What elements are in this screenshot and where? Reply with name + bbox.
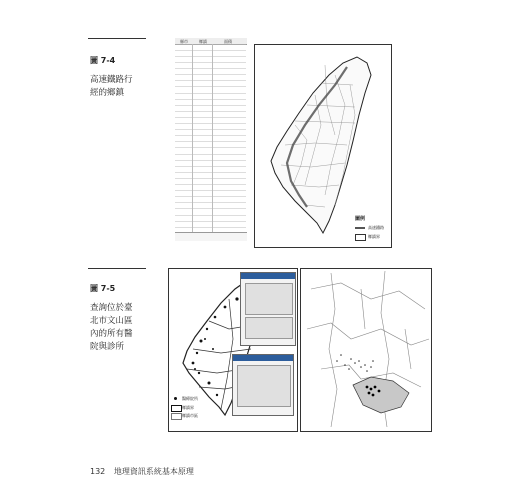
table-col-divider — [192, 44, 193, 232]
page-footer — [90, 466, 194, 477]
caption-line: 內的所有醫 — [90, 329, 133, 339]
figure-7-5-title: 圖 7-5 — [90, 284, 116, 293]
table-rows — [175, 44, 246, 232]
dialog-content — [237, 365, 291, 407]
district-legend-swatch — [171, 413, 182, 420]
legend-item-township: 鄉鎮界 — [368, 234, 380, 239]
figure-7-5-wenshan-map — [300, 268, 432, 432]
hsr-legend-swatch — [355, 227, 365, 229]
legend-item-clinic: 醫療院所 — [182, 396, 198, 401]
page-number: 132 — [90, 467, 106, 476]
dialog-titlebar — [241, 273, 295, 279]
figure-7-5-rule — [88, 268, 146, 269]
wenshan-district — [353, 377, 409, 413]
legend-item-township: 鄉鎮界 — [182, 405, 194, 410]
table-toolbar — [175, 232, 247, 241]
figure-7-4-rule — [88, 38, 146, 39]
figure-7-4-caption — [90, 74, 150, 100]
township-legend-swatch — [355, 234, 366, 241]
caption-line: 院與診所 — [90, 342, 125, 352]
figure-7-5-caption — [90, 302, 150, 354]
caption-line: 經的鄉鎮 — [90, 88, 125, 98]
legend-item-hsr: 高速鐵路 — [368, 225, 384, 230]
clinic-legend-swatch — [174, 397, 177, 400]
dialog-list — [245, 283, 293, 315]
figure-7-4-title: 圖 7-4 — [90, 56, 116, 65]
dialog-titlebar — [233, 355, 293, 361]
table-col-divider — [212, 44, 213, 232]
query-result-dialog — [232, 354, 294, 416]
legend-item-district: 鄉鎮市區 — [182, 413, 198, 418]
book-title: 地理資訊系統基本原理 — [113, 467, 194, 476]
caption-line: 查詢位於臺 — [90, 303, 133, 313]
figure-7-5-legend — [170, 395, 210, 427]
township-legend-swatch — [171, 405, 182, 412]
table-header-town: 鄉鎮 — [199, 39, 207, 44]
legend-title: 圖例 — [355, 216, 366, 222]
select-by-location-dialog — [240, 272, 296, 346]
table-header-area: 面積 — [224, 39, 232, 44]
figure-7-4-legend — [355, 215, 399, 245]
clinic-points — [336, 354, 374, 372]
table-header-county: 縣市 — [180, 39, 188, 44]
wenshan-map — [301, 269, 431, 431]
caption-line: 高速鐵路行 — [90, 75, 133, 85]
caption-line: 北市文山區 — [90, 316, 133, 326]
dialog-options — [245, 317, 293, 339]
